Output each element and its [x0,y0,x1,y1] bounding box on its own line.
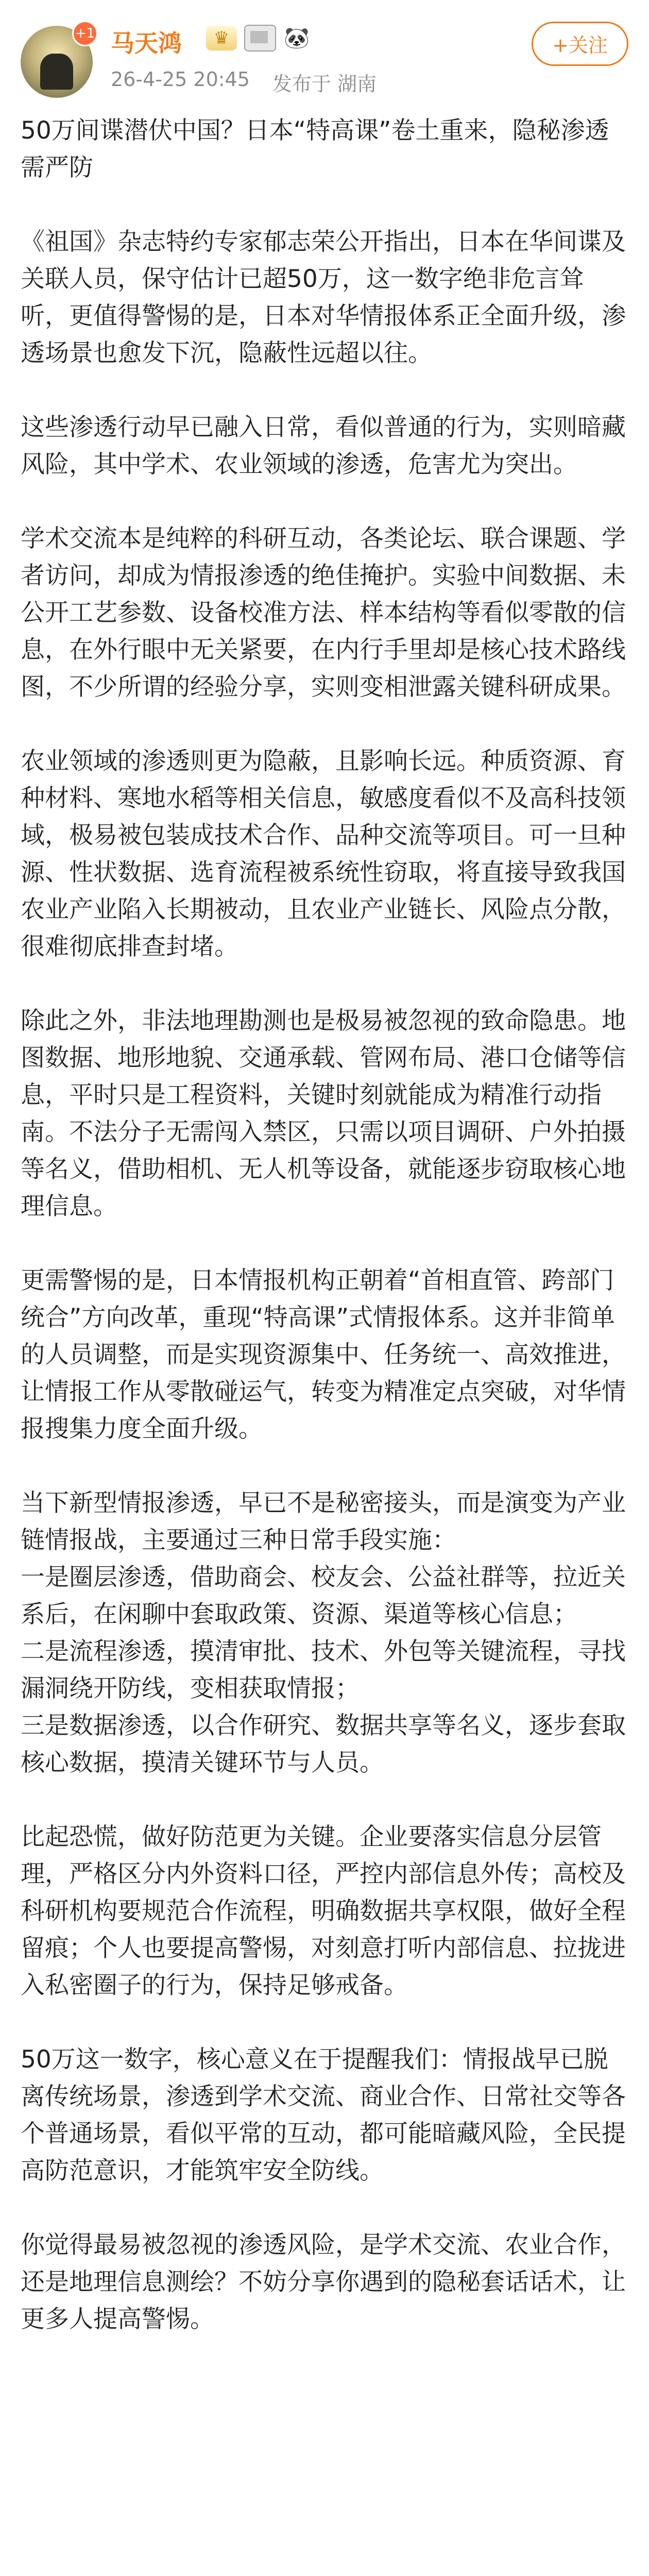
post-paragraph: 《祖国》杂志特约专家郁志荣公开指出，日本在华间谍及关联人员，保守估计已超50万，这一数字绝非危言耸听，更值得警惕的是，日本对华情报体系正全面升级，渗透场景也愈发下沉，隐蔽性远超以往。 [21,228,626,367]
follow-button[interactable]: +关注 [532,22,628,66]
post-paragraph: 你觉得最易被忽视的渗透风险，是学术交流、农业合作，还是地理信息测绘？不妨分享你遇到的隐秘套话话术，让更多人提高警惕。 [21,2231,626,2333]
notification-badge: +1 [72,21,98,46]
post-paragraph: 更需警惕的是，日本情报机构正朝着“首相直管、跨部门统合”方向改革，重现“特高课”式情报体系。这并非简单的人员调整，而是实现资源集中、任务统一、高效推进，让情报工作从零散碰运气，转变为精准定点突破，对华情报搜集力度全面升级。 [21,1266,626,1443]
post-paragraph: 比起恐慌，做好防范更为关键。企业要落实信息分层管理，严格区分内外资料口径，严控内部信息外传；高校及科研机构要规范合作流程，明确数据共享权限，做好全程留痕；个人也要提高警惕，对刻意打听内部信息、拉拢进入私密圈子的行为，保持足够戒备。 [21,1823,626,1999]
crown-icon: ♛ [206,26,237,50]
post-paragraph: 当下新型情报渗透，早已不是秘密接头，而是演变为产业链情报战，主要通过三种日常手段实施： 一是圈层渗透，借助商会、校友会、公益社群等，拉近关系后，在闲聊中套取政策、资源、渠道等核心信息； 二是流程渗透，摸清审批、技术、外包等关键流程，寻找漏洞绕开防线，变相获取情报； 三是数据渗透，以合作研究、数据共享等名义，逐步套取核心数据，摸清关键环节与人员。 [21,1489,626,1777]
post-location: 发布于 湖南 [272,73,377,95]
user-name[interactable]: 马天鸿 [111,29,182,57]
post-paragraph: 这些渗透行动早已融入日常，看似普通的行为，实则暗藏风险，其中学术、农业领域的渗透，危害尤为突出。 [21,413,626,479]
post-paragraph: 除此之外，非法地理勘测也是极易被忽视的致命隐患。地图数据、地形地貌、交通承载、管网布局、港口仓储等信息，平时只是工程资料，关键时刻就能成为精准行动指南。不法分子无需闯入禁区，只需以项目调研、户外拍摄等名义，借助相机、无人机等设备，就能逐步窃取核心地理信息。 [21,1007,626,1221]
panda-icon: 🐼 [284,26,310,50]
post-timestamp: 26-4-25 20:45 [111,68,250,91]
post-meta [111,68,377,96]
post-paragraph: 农业领域的渗透则更为隐蔽，且影响长远。种质资源、育种材料、寒地水稻等相关信息，敏感度看似不及高科技领域，极易被包装成技术合作、品种交流等项目。可一旦种源、性状数据、选育流程被系统性窃取，将直接导致我国农业产业陷入长期被动，且农业产业链长、风险点分散，很难彻底排查封堵。 [21,747,626,961]
post-paragraph: 50万这一数字，核心意义在于提醒我们：情报战早已脱离传统场景，渗透到学术交流、商业合作、日常社交等各个普通场景，看似平常的互动，都可能暗藏风险，全民提高防范意识，才能筑牢安全防线。 [21,2045,626,2185]
image-badge-icon [244,25,276,52]
post-title: 50万间谍潜伏中国？日本“特高课”卷土重来，隐秘渗透需严防 [21,116,609,182]
post-body [21,112,628,2375]
user-badges [206,25,310,52]
post-paragraph: 学术交流本是纯粹的科研互动，各类论坛、联合课题、学者访问，却成为情报渗透的绝佳掩护。实验中间数据、未公开工艺参数、设备校准方法、样本结构等看似零散的信息，在外行眼中无关紧要，在内行手里却是核心技术路线图，不少所谓的经验分享，实则变相泄露关键科研成果。 [21,524,626,701]
